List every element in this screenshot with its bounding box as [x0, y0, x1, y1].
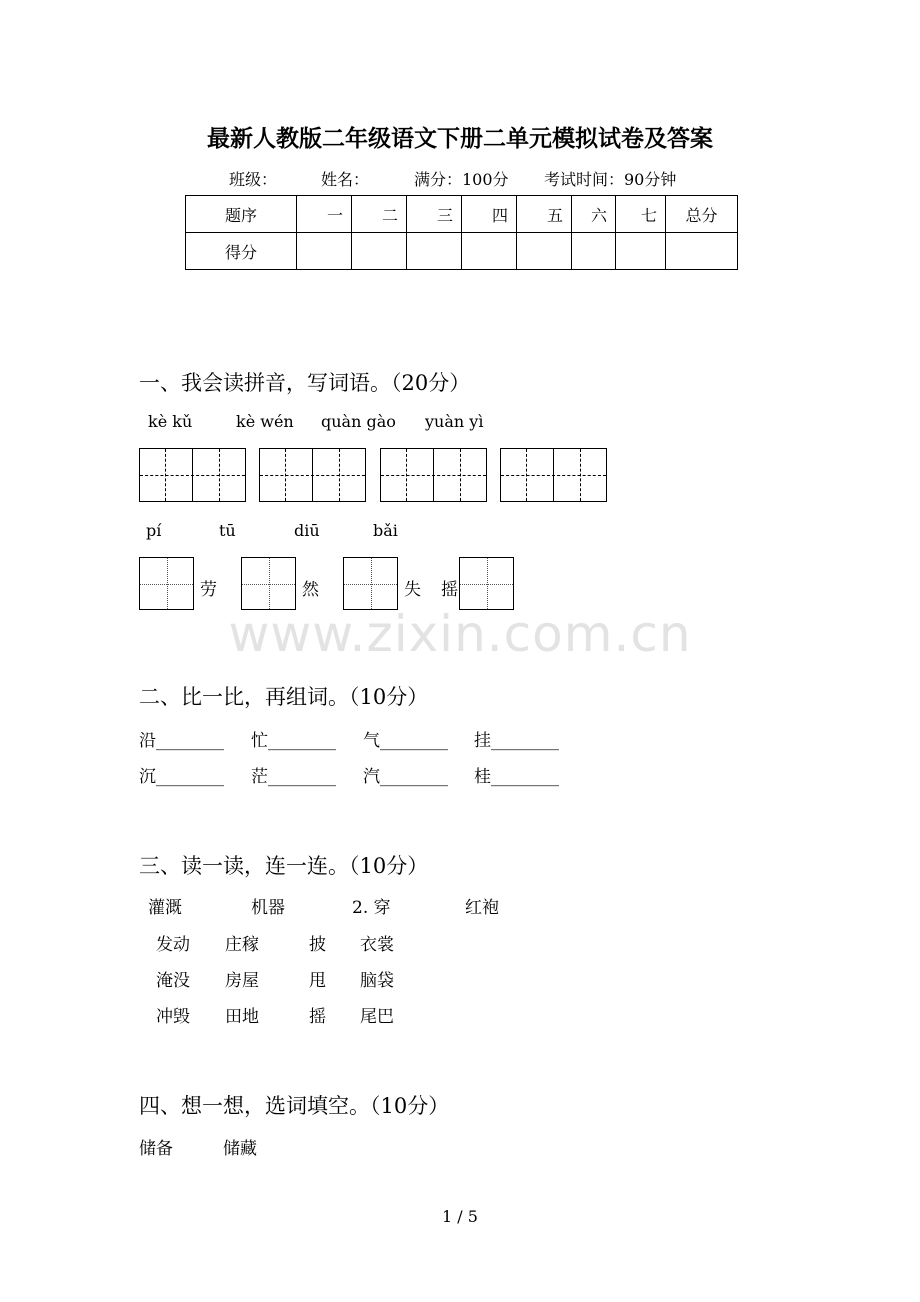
full-score: 满分：100分 — [414, 170, 509, 189]
pinyin-label: pí — [146, 521, 162, 540]
choice-word: 储备 — [139, 1139, 173, 1159]
score-cell[interactable] — [517, 233, 572, 270]
pinyin-label: bǎi — [373, 521, 398, 540]
table-header-cell: 四 — [462, 196, 517, 233]
compare-item: 沿________ — [139, 731, 224, 751]
match-word: 摇 — [309, 1007, 326, 1027]
writing-grid[interactable] — [500, 448, 607, 502]
score-cell[interactable] — [407, 233, 462, 270]
match-word: 灌溉 — [148, 898, 182, 918]
match-word: 脑袋 — [360, 971, 394, 991]
compare-item: 桂________ — [474, 767, 559, 787]
compare-item: 汽________ — [363, 767, 448, 787]
score-table-score-row — [186, 233, 738, 270]
table-header-cell: 七 — [616, 196, 666, 233]
score-table-header-row — [186, 196, 738, 233]
writing-box[interactable] — [139, 557, 194, 610]
watermark: www.zixin.com.cn — [228, 605, 692, 663]
writing-grid[interactable] — [139, 448, 246, 502]
pinyin-label: kè kǔ — [148, 412, 193, 431]
compare-item: 气________ — [363, 731, 448, 751]
table-header-cell: 总分 — [666, 196, 738, 233]
table-header-cell: 二 — [352, 196, 407, 233]
section1-heading: 一、我会读拼音，写词语。（20分） — [139, 371, 471, 395]
page-number: 1 / 5 — [442, 1207, 478, 1226]
compare-item: 茫________ — [251, 767, 336, 787]
score-cell[interactable] — [616, 233, 666, 270]
match-word: 甩 — [309, 971, 326, 991]
table-header-cell: 题序 — [186, 196, 297, 233]
score-cell[interactable] — [666, 233, 738, 270]
match-word: 发动 — [156, 935, 190, 955]
writing-box[interactable] — [343, 557, 398, 610]
writing-grid[interactable] — [380, 448, 487, 502]
given-char: 摇 — [441, 580, 458, 600]
pinyin-label: diū — [294, 521, 320, 540]
writing-box[interactable] — [241, 557, 296, 610]
section4-heading: 四、想一想，选词填空。（10分） — [139, 1094, 450, 1118]
table-header-cell: 六 — [572, 196, 616, 233]
given-char: 然 — [302, 580, 319, 600]
exam-time: 考试时间：90分钟 — [544, 170, 677, 189]
score-cell[interactable] — [297, 233, 352, 270]
writing-box[interactable] — [459, 557, 514, 610]
writing-grid[interactable] — [259, 448, 366, 502]
match-word: 衣裳 — [360, 935, 394, 955]
table-header-cell: 三 — [407, 196, 462, 233]
table-row-label: 得分 — [186, 233, 297, 270]
table-header-cell: 五 — [517, 196, 572, 233]
compare-item: 挂________ — [474, 731, 559, 751]
match-word: 2. 穿 — [352, 898, 391, 918]
section3-heading: 三、读一读，连一连。（10分） — [139, 854, 429, 878]
score-table — [185, 195, 738, 270]
match-word: 淹没 — [156, 971, 190, 991]
score-cell[interactable] — [352, 233, 407, 270]
match-word: 机器 — [251, 898, 285, 918]
class-label: 班级： — [229, 170, 278, 189]
match-word: 冲毁 — [156, 1007, 190, 1027]
pinyin-label: quàn gào — [321, 412, 396, 431]
match-word: 房屋 — [225, 971, 259, 991]
page-title: 最新人教版二年级语文下册二单元模拟试卷及答案 — [207, 125, 713, 152]
match-word: 田地 — [225, 1007, 259, 1027]
pinyin-label: tū — [219, 521, 236, 540]
pinyin-label: kè wén — [236, 412, 294, 431]
table-header-cell: 一 — [297, 196, 352, 233]
match-word: 红袍 — [465, 898, 499, 918]
section2-heading: 二、比一比，再组词。（10分） — [139, 685, 429, 709]
compare-item: 忙________ — [251, 731, 336, 751]
score-cell[interactable] — [572, 233, 616, 270]
choice-word: 储藏 — [223, 1139, 257, 1159]
match-word: 披 — [309, 935, 326, 955]
score-cell[interactable] — [462, 233, 517, 270]
match-word: 尾巴 — [360, 1007, 394, 1027]
given-char: 失 — [404, 580, 421, 600]
pinyin-label: yuàn yì — [425, 412, 484, 431]
given-char: 劳 — [200, 580, 217, 600]
name-label: 姓名： — [321, 170, 370, 189]
compare-item: 沉________ — [139, 767, 224, 787]
match-word: 庄稼 — [225, 935, 259, 955]
